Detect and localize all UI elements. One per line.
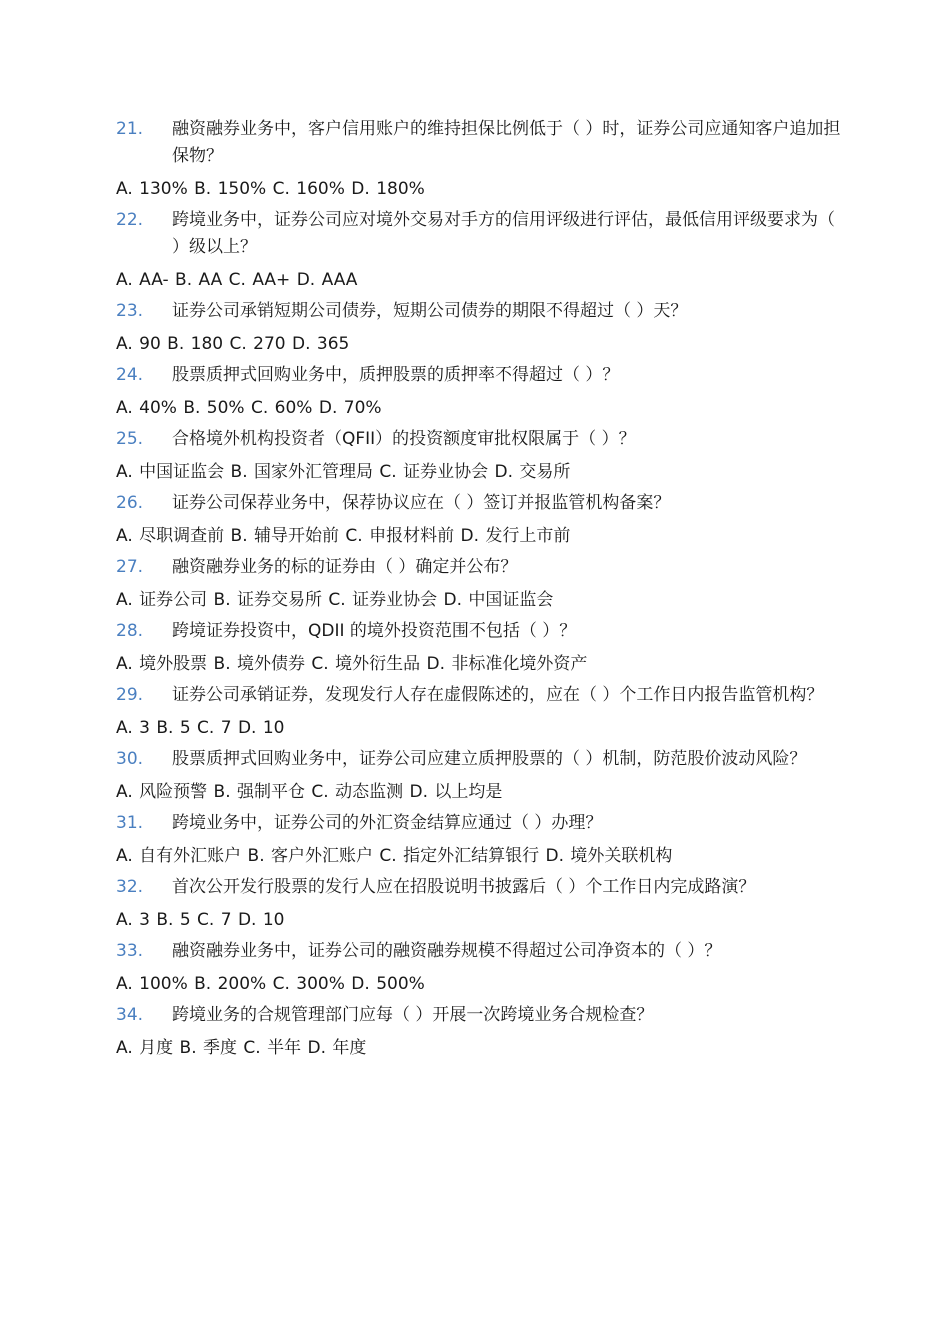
answer-options: A. 风险预警 B. 强制平仓 C. 动态监测 D. 以上均是 [116, 782, 503, 802]
answer-options: A. 3 B. 5 C. 7 D. 10 [116, 718, 285, 738]
question-line [116, 618, 846, 645]
question-number: 23. [116, 301, 144, 321]
question-text: 融资融券业务的标的证券由（ ）确定并公布？ [172, 557, 518, 577]
question-number: 21. [116, 119, 144, 139]
question-text: 证券公司承销证券，发现发行人存在虚假陈述的，应在（ ）个工作日内报告监管机构？ [172, 685, 824, 705]
answer-options: A. 90 B. 180 C. 270 D. 365 [116, 334, 350, 354]
question-text: 跨境业务中，证券公司的外汇资金结算应通过（ ）办理？ [172, 813, 603, 833]
question-number: 30. [116, 749, 144, 769]
question-number: 24. [116, 365, 144, 385]
question-line [116, 362, 846, 389]
question-item [116, 1002, 846, 1060]
question-item [116, 116, 846, 201]
question-text: 证券公司承销短期公司债券，短期公司债券的期限不得超过（ ）天？ [172, 301, 688, 321]
answer-options: A. 自有外汇账户 B. 客户外汇账户 C. 指定外汇结算银行 D. 境外关联机构 [116, 846, 673, 866]
question-text: 证券公司保荐业务中，保荐协议应在（ ）签订并报监管机构备案？ [172, 493, 671, 513]
question-item [116, 874, 846, 932]
question-text: 跨境证券投资中，QDII 的境外投资范围不包括（ ）？ [172, 621, 577, 641]
question-text: 首次公开发行股票的发行人应在招股说明书披露后（ ）个工作日内完成路演？ [172, 877, 756, 897]
question-item [116, 362, 846, 420]
answer-options: A. 境外股票 B. 境外债券 C. 境外衍生品 D. 非标准化境外资产 [116, 654, 588, 674]
question-line [116, 874, 846, 901]
answer-options: A. 中国证监会 B. 国家外汇管理局 C. 证券业协会 D. 交易所 [116, 462, 571, 482]
answer-options: A. 尽职调查前 B. 辅导开始前 C. 申报材料前 D. 发行上市前 [116, 526, 571, 546]
question-item [116, 746, 846, 804]
question-number: 22. [116, 210, 144, 230]
question-line [116, 116, 846, 170]
question-item [116, 490, 846, 548]
question-line [116, 426, 846, 453]
question-line [116, 554, 846, 581]
question-number: 29. [116, 685, 144, 705]
question-line [116, 682, 846, 709]
question-line [116, 207, 846, 261]
question-item [116, 207, 846, 292]
answer-options: A. 月度 B. 季度 C. 半年 D. 年度 [116, 1038, 367, 1058]
answer-options: A. 130% B. 150% C. 160% D. 180% [116, 179, 425, 199]
answer-options: A. AA- B. AA C. AA+ D. AAA [116, 270, 358, 290]
question-number: 31. [116, 813, 144, 833]
question-item [116, 810, 846, 868]
question-list [116, 116, 846, 1066]
question-line [116, 746, 846, 773]
question-line [116, 938, 846, 965]
question-text: 跨境业务中，证券公司应对境外交易对手方的信用评级进行评估，最低信用评级要求为（ ）级以上？ [172, 210, 835, 257]
question-line [116, 298, 846, 325]
answer-options: A. 3 B. 5 C. 7 D. 10 [116, 910, 285, 930]
question-item [116, 298, 846, 356]
question-number: 32. [116, 877, 144, 897]
answer-options: A. 40% B. 50% C. 60% D. 70% [116, 398, 382, 418]
question-number: 33. [116, 941, 144, 961]
question-text: 跨境业务的合规管理部门应每（ ）开展一次跨境业务合规检查？ [172, 1005, 654, 1025]
question-line [116, 810, 846, 837]
question-number: 27. [116, 557, 144, 577]
question-text: 股票质押式回购业务中，质押股票的质押率不得超过（ ）？ [172, 365, 620, 385]
question-item [116, 426, 846, 484]
question-item [116, 554, 846, 612]
question-text: 融资融券业务中，客户信用账户的维持担保比例低于（ ）时，证券公司应通知客户追加担保物？ [172, 119, 841, 166]
question-number: 26. [116, 493, 144, 513]
question-text: 股票质押式回购业务中，证券公司应建立质押股票的（ ）机制，防范股价波动风险？ [172, 749, 807, 769]
question-item [116, 682, 846, 740]
question-item [116, 618, 846, 676]
question-number: 28. [116, 621, 144, 641]
question-line [116, 490, 846, 517]
question-item [116, 938, 846, 996]
question-line [116, 1002, 846, 1029]
answer-options: A. 100% B. 200% C. 300% D. 500% [116, 974, 425, 994]
question-text: 合格境外机构投资者（QFII）的投资额度审批权限属于（ ）？ [172, 429, 636, 449]
question-text: 融资融券业务中，证券公司的融资融券规模不得超过公司净资本的（ ）？ [172, 941, 722, 961]
answer-options: A. 证券公司 B. 证券交易所 C. 证券业协会 D. 中国证监会 [116, 590, 554, 610]
question-number: 34. [116, 1005, 144, 1025]
question-number: 25. [116, 429, 144, 449]
